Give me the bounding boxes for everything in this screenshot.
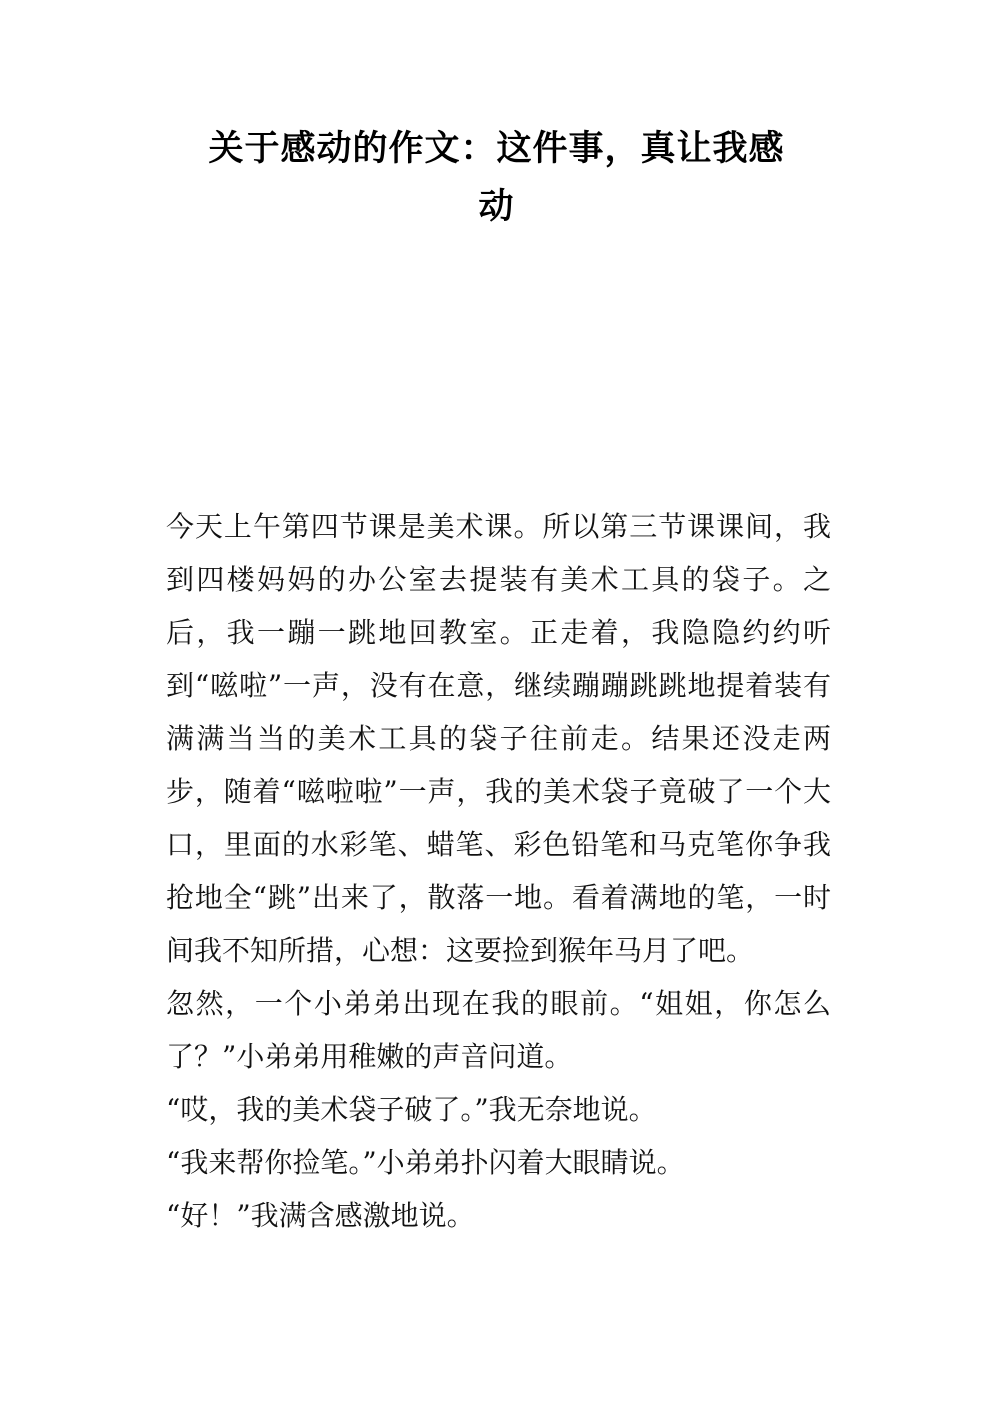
- title-line-1: 关于感动的作文：这件事，真让我感: [208, 129, 785, 169]
- paragraph-little-brother: 忽然，一个小弟弟出现在我的眼前。“姐姐，你怎么了？”小弟弟用稚嫩的声音问道。: [166, 987, 831, 1073]
- paragraph-dialogue-bag-broken: “哎，我的美术袋子破了。”我无奈地说。: [166, 1093, 657, 1126]
- paragraph-art-bag: 今天上午第四节课是美术课。所以第三节课课间，我到四楼妈妈的办公室去提装有美术工具的袋子。之后，我一蹦一跳地回教室。正走着，我隐隐约约听到“嗞啦”一声，没有在意，继续蹦蹦跳跳地提着装有满满当当的美术工具的袋子往前走。结果还没走两步，随着“嗞啦啦”一声，我的美术袋子竟破了一个大口，里面的水彩笔、蜡笔、彩色铅笔和马克笔你争我抢地全“跳”出来了，散落一地。看着满地的笔，一时间我不知所措，心想：这要捡到猴年马月了吧。: [166, 510, 831, 967]
- paragraph-dialogue-thanks: “好！”我满含感激地说。: [166, 1199, 475, 1232]
- title-line-2: 动: [478, 187, 515, 227]
- document-body: [166, 500, 831, 1242]
- document-title: [150, 120, 843, 236]
- paragraph-dialogue-help: “我来帮你捡笔。”小弟弟扑闪着大眼睛说。: [166, 1146, 685, 1179]
